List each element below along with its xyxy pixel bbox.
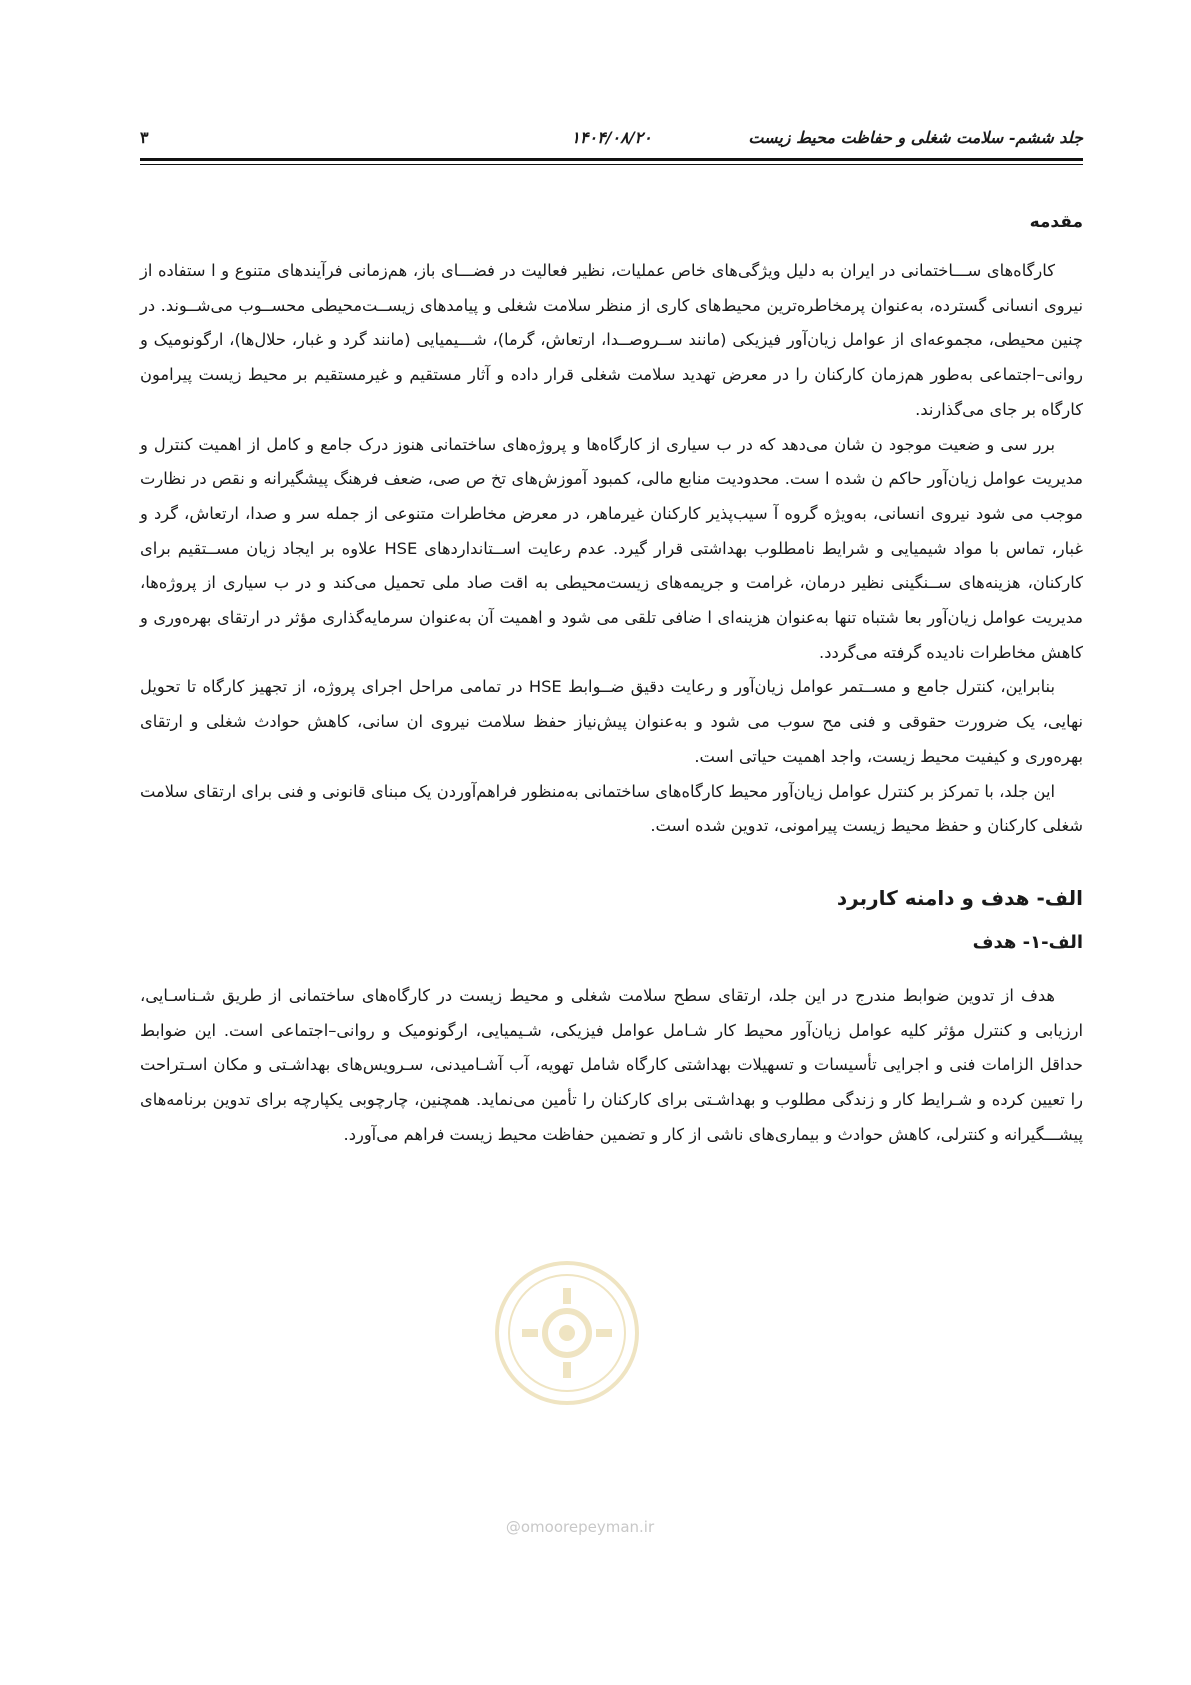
goal-paragraph: هدف از تدوین ضوابط مندرج در این جلد، ارتقای سطح سلامت شغلی و محیط زیست در کارگاه‌های ساختمانی از طریق شـناسـایی، ارزیابی و کنترل مؤثر کلیه عوامل زیان‌آور محیط کار شـامل عوامل فیزیکی، شـیمیایی، ارگونومیک و روانی–اجتماعی است. این ضوابط حداقل الزامات فنی و اجرایی تأسیسات و تسهیلات بهداشتی کارگاه شامل تهویه، آب آشـامیدنی، سـرویس‌های بهداشـتی و مکان اسـتراحت را تعیین کرده و شـرایط کار و زندگی مطلوب و بهداشـتی برای کارکنان را تأمین می‌نماید. همچنین، چارچوبی یکپارچه برای تدوین برنامه‌های پیشـــگیرانه و کنترلی، کاهش حوادث و بیماری‌های ناشی از کار و تضمین حفاظت محیط زیست فراهم می‌آورد.: [140, 985, 1083, 1144]
header-rule-thin: [140, 164, 1083, 165]
intro-paragraph-4: این جلد، با تمرکز بر کنترل عوامل زیان‌آور محیط کارگاه‌های ساختمانی به‌منظور فراهم‌آوردن یک مبنای قانونی و فنی برای ارتقای سلامت شغلی کارکنان و حفظ محیط زیست پیرامونی، تدوین شده است.: [140, 781, 1083, 836]
header-title: جلد ششم- سلامت شغلی و حفاظت محیط زیست: [748, 128, 1083, 147]
intro-paragraph-1: کارگاه‌های ســـاختمانی در ایران به دلیل ویژگی‌های خاص عملیات، نظیر فعالیت در فضـــای باز، هم‌زمانی فرآیندهای متنوع و ا ستفاده از نیروی انسانی گسترده، به‌عنوان پرمخاطره‌ترین محیط‌های کاری از منظر سلامت شغلی و پیامدهای زیســت‌محیطی محســوب می‌شــوند. در چنین محیطی، مجموعه‌ای از عوامل زیان‌آور فیزیکی (مانند ســروصــدا، ارتعاش، گرما)، شـــیمیایی (مانند گرد و غبار، حلال‌ها)، ارگونومیک و روانی–اجتماعی به‌طور هم‌زمان کارکنان را در معرض تهدید سلامت شغلی قرار داده و آثار مستقیم و غیرمستقیم بر محیط زیست پیرامون کارگاه بر جای می‌گذارند.: [140, 261, 1083, 419]
intro-paragraph-3: بنابراین، کنترل جامع و مســتمر عوامل زیان‌آور و رعایت دقیق ضــوابط HSE در تمامی مراحل اجرای پروژه، از تجهیز کارگاه تا تحویل نهایی، یک ضرورت حقوقی و فنی مح سوب می شود و به‌عنوان پیش‌نیاز حفظ سلامت نیروی ان سانی، کاهش حوادث شغلی و ارتقای بهره‌وری و کیفیت محیط زیست، واجد اهمیت حیاتی است.: [140, 677, 1083, 766]
watermark-seal-icon: [492, 1258, 642, 1408]
page-header: [140, 128, 1083, 154]
header-date: ۱۴۰۴/۰۸/۲۰: [571, 128, 652, 147]
page-number: ۳: [140, 128, 149, 147]
page-content: [140, 212, 1083, 1152]
intro-paragraph-2: برر سی و ضعیت موجود ن شان می‌دهد که در ب سیاری از کارگاه‌ها و پروژه‌های ساختمانی هنوز درک جامع و کامل از اهمیت کنترل و مدیریت عوامل زیان‌آور حاکم ن شده ا ست. محدودیت منابع مالی، کمبود آموزش‌های تخ ص صی، ضعف فرهنگ پیشگیرانه و نقص در نظارت موجب می شود نیروی انسانی، به‌ویژه گروه آ سیب‌پذیر کارکنان غیرماهر، در معرض مخاطرات متنوعی از جمله سر و صدا، ارتعاش، گرد و غبار، تماس با مواد شیمیایی و شرایط نامطلوب بهداشتی قرار گیرد. عدم رعایت اســتانداردهای HSE علاوه بر ایجاد زیان مســتقیم برای کارکنان، هزینه‌های ســنگینی نظیر درمان، غرامت و جریمه‌های زیست‌محیطی به اقت صاد ملی تحمیل می‌کند و در ب سیاری از پروژه‌ها، مدیریت عوامل زیان‌آور بعا شتباه تنها به‌عنوان هزینه‌ای ا ضافی تلقی می شود و اهمیت آن به‌عنوان سرمایه‌گذاری مؤثر در ارتقای بهره‌وری و کاهش مخاطرات نادیده گرفته می‌گردد.: [140, 434, 1083, 662]
watermark-site-text: @omoorepeyman.ir: [505, 1518, 655, 1536]
intro-heading: مقدمه: [1029, 212, 1083, 232]
subsection-heading: الف-۱- هدف: [972, 931, 1083, 953]
header-rule-thick: [140, 158, 1083, 161]
section-heading: الف- هدف و دامنه کاربرد: [836, 885, 1083, 910]
